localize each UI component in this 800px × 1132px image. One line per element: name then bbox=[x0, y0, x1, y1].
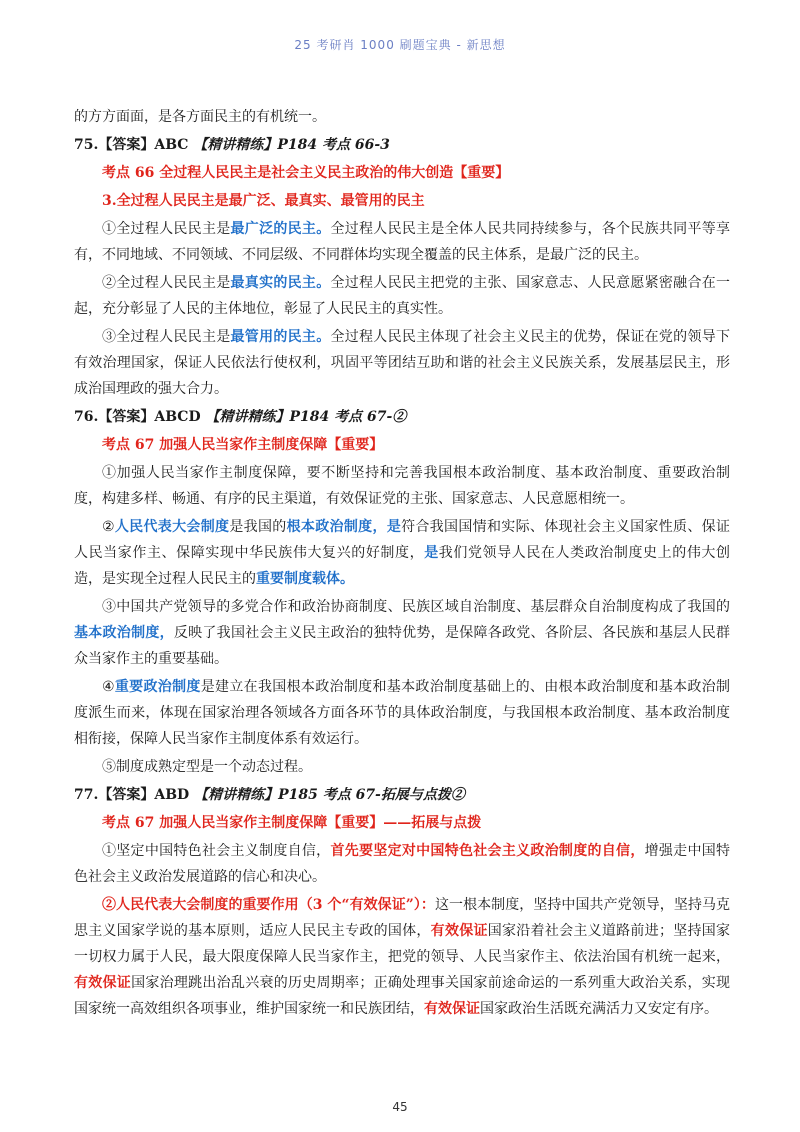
q77-reference: 【精讲精练】P185 考点 67-拓展与点拨② bbox=[194, 787, 465, 803]
text-span: 我们党领导人民在人类政治制度史上的伟大创造，是实现全过程人民民主的 bbox=[74, 545, 731, 587]
text-span: ③全过程人民民主是 bbox=[102, 329, 231, 345]
q75-reference: 【精讲精练】P184 考点 66-3 bbox=[193, 137, 390, 153]
text-span: ①坚定中国特色社会主义制度自信， bbox=[102, 843, 331, 859]
text-span: 全过程人民民主把党的主张、国家意志、人民意愿紧密融合在一起，充分彰显了人民的主体地位，彰显了人民民主的真实性。 bbox=[74, 275, 731, 317]
q75-paragraph-1 bbox=[74, 216, 730, 268]
text-span: 全过程人民民主体现了社会主义民主的优势，保证在党的领导下有效治理国家，保证人民依法行使权利，巩固平等团结互助和谐的社会主义民族关系，发展基层民主，形成治国理政的强大合力。 bbox=[74, 329, 731, 397]
text-span: ② bbox=[102, 519, 115, 535]
q75-subtitle: 3.全过程人民民主是最广泛、最真实、最管用的民主 bbox=[102, 193, 425, 209]
text-span: ④ bbox=[102, 679, 115, 695]
highlight-blue: 是 bbox=[424, 545, 439, 561]
q76-kaodian: 考点 67 加强人民当家作主制度保障【重要】 bbox=[102, 437, 384, 453]
highlight-blue: 最管用的民主。 bbox=[230, 329, 331, 345]
highlight-blue: 基本政治制度， bbox=[74, 625, 174, 641]
lead-text: 的方方面面，是各方面民主的有机统一。 bbox=[74, 109, 326, 125]
text-span: 是建立在我国根本政治制度和基本政治制度基础上的、由根本政治制度和基本政治制度派生而来，体现在国家治理各领域各方面各环节的具体政治制度，与我国根本政治制度、基本政治制度相衔接，保障人民当家作主制度体系有效运行。 bbox=[74, 679, 730, 747]
highlight-blue: 最真实的民主。 bbox=[230, 275, 331, 291]
text-span: ③中国共产党领导的多党合作和政治协商制度、民族区域自治制度、基层群众自治制度构成了我国的 bbox=[102, 599, 730, 615]
highlight-blue: 重要制度载体。 bbox=[256, 571, 354, 587]
highlight-red: 有效保证 bbox=[424, 1001, 480, 1017]
q77-answer: 77.【答案】ABD bbox=[74, 787, 190, 803]
highlight-blue: 重要政治制度 bbox=[114, 679, 201, 695]
q76-heading bbox=[74, 404, 730, 430]
highlight-red: 有效保证 bbox=[74, 975, 132, 991]
q77-heading bbox=[74, 782, 730, 808]
text-span: 全过程人民民主是全体人民共同持续参与，各个民族共同平等享有，不同地域、不同领域、不同层级、不同群体均实现全覆盖的民主体系，是最广泛的民主。 bbox=[74, 221, 731, 263]
q75-paragraph-3 bbox=[74, 324, 730, 402]
text-span: 国家沿着社会主义道路前进；坚持国家一切权力属于人民，最大限度保障人民当家作主，把党的领导、人民当家作主、依法治国有机统一起来， bbox=[74, 923, 731, 965]
highlight-blue: 人民代表大会制度 bbox=[114, 519, 230, 535]
text-span: ①全过程人民民主是 bbox=[102, 221, 231, 237]
text-span: 这一根本制度，坚持中国共产党领导，坚持马克思主义国家学说的基本原则，适应人民民主专政的国体， bbox=[74, 897, 730, 939]
highlight-blue: 最广泛的民主。 bbox=[230, 221, 331, 237]
q76-paragraph-3 bbox=[74, 594, 730, 672]
text-span: 符合我国国情和实际、体现社会主义国家性质、保证人民当家作主、保障实现中华民族伟大复兴的好制度， bbox=[74, 519, 730, 561]
q77-kaodian: 考点 67 加强人民当家作主制度保障【重要】——拓展与点拨 bbox=[102, 815, 482, 831]
highlight-blue: 是 bbox=[386, 519, 402, 535]
q75-paragraph-2 bbox=[74, 270, 730, 322]
page-number: 45 bbox=[392, 1100, 408, 1114]
text-span: 反映了我国社会主义民主政治的独特优势，是保障各政党、各阶层、各民族和基层人民群众当家作主的重要基础。 bbox=[74, 625, 731, 667]
text-span: 国家政治生活既充满活力又安定有序。 bbox=[480, 1001, 718, 1017]
highlight-red: 首先要坚定对中国特色社会主义政治制度的自信， bbox=[330, 843, 645, 859]
text-span: ②全过程人民民主是 bbox=[102, 275, 231, 291]
text-span: 增强走中国特色社会主义政治发展道路的信心和决心。 bbox=[74, 843, 731, 885]
text-span: 是我国的 bbox=[229, 519, 287, 535]
text-span: 国家治理跳出治乱兴衰的历史周期率；正确处理事关国家前途命运的一系列重大政治关系，实现国家统一高效组织各项事业，维护国家统一和民族团结， bbox=[74, 975, 731, 1017]
q76-answer: 76.【答案】ABCD bbox=[74, 409, 201, 425]
q76-paragraph-1: ①加强人民当家作主制度保障，要不断坚持和完善我国根本政治制度、基本政治制度、重要政治制度，构建多样、畅通、有序的民主渠道，有效保证党的主张、国家意志、人民意愿相统一。 bbox=[74, 465, 730, 507]
q77-paragraph-2 bbox=[74, 892, 730, 1022]
highlight-blue: 根本政治制度， bbox=[286, 519, 387, 535]
q76-paragraph-2 bbox=[74, 514, 730, 592]
page-header: 25 考研肖 1000 刷题宝典 - 新思想 bbox=[294, 38, 506, 52]
q77-paragraph-1 bbox=[74, 838, 730, 890]
q75-kaodian: 考点 66 全过程人民民主是社会主义民主政治的伟大创造【重要】 bbox=[102, 165, 510, 181]
page-content bbox=[74, 104, 730, 1024]
q76-reference: 【精讲精练】P184 考点 67-② bbox=[205, 409, 407, 425]
q76-paragraph-5: ⑤制度成熟定型是一个动态过程。 bbox=[102, 759, 312, 775]
highlight-red: ②人民代表大会制度的重要作用（3 个“有效保证”）： bbox=[102, 897, 435, 913]
q75-heading bbox=[74, 132, 730, 158]
q76-paragraph-4 bbox=[74, 674, 730, 752]
q75-answer: 75.【答案】ABC bbox=[74, 137, 189, 153]
highlight-red: 有效保证 bbox=[430, 923, 488, 939]
